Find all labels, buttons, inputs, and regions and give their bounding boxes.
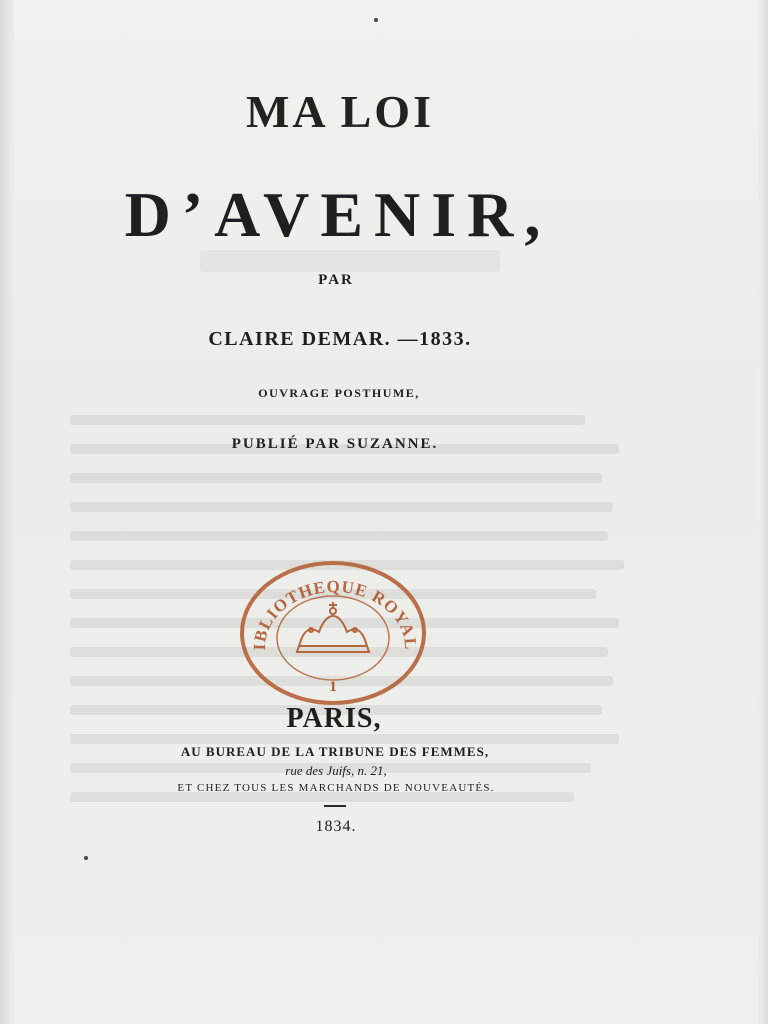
title-line-2: D’AVENIR, (124, 179, 552, 250)
stamp-text: IBLIOTHEQUE ROYAL (249, 576, 421, 651)
title-line-1: MA LOI (246, 86, 434, 137)
work-type: OUVRAGE POSTHUME, (258, 386, 420, 400)
crown-icon (297, 602, 369, 652)
published-by: PUBLIÉ PAR SUZANNE. (231, 436, 439, 452)
author-line: CLAIRE DEMAR. —1833. (208, 328, 472, 350)
separator-rule (324, 805, 346, 807)
stamp-number: 1 (329, 679, 337, 695)
paper-speck (374, 18, 378, 22)
place-of-publication: PARIS, (286, 703, 382, 734)
publisher-line: AU BUREAU DE LA TRIBUNE DES FEMMES, (180, 744, 490, 759)
page-edge-left (0, 0, 14, 1024)
paper-speck (84, 856, 88, 860)
sellers-line: ET CHEZ TOUS LES MARCHANDS DE NOUVEAUTÉS. (177, 782, 495, 794)
address-line: rue des Juifs, n. 21, (285, 763, 387, 778)
page-edge-right (758, 0, 768, 1024)
bleed-through-heading (200, 250, 500, 272)
library-stamp (239, 560, 427, 706)
by-label: PAR (318, 272, 354, 288)
publication-year: 1834. (315, 818, 357, 835)
